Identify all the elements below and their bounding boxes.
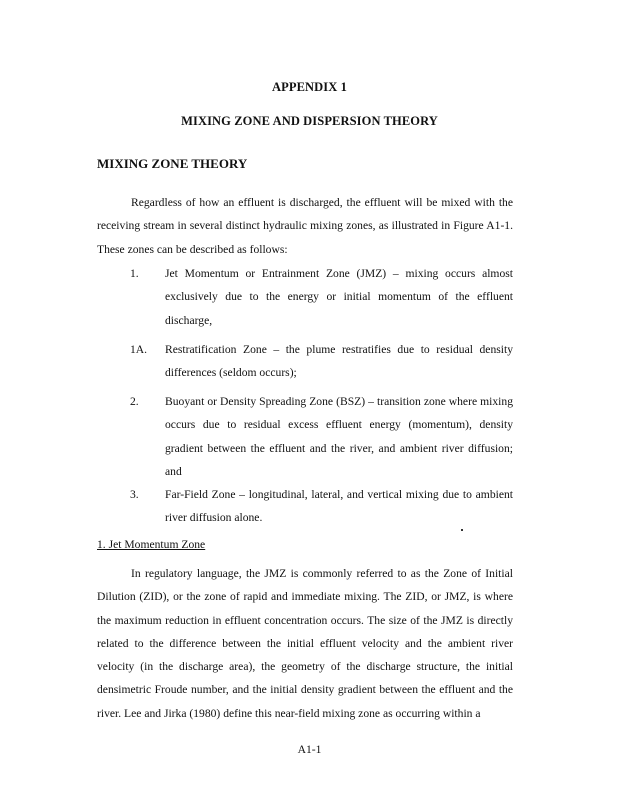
page-number: A1-1 [297,743,322,756]
jet-momentum-paragraph-text: In regulatory language, the JMZ is commonly referred to as the Zone of Initial Dilution (ZID), or the zone of rapid and immediate mixing. The ZID, or JMZ, is where the maximum reduction in effluent concentration occurs. The size of the JMZ is directly related to the difference between the initial effluent velocity and the ambient river velocity (in the discharge area), the geometry of the discharge structure, the initial densimetric Froude number, and the initial density gradient between the effluent and the river. Lee and Jirka (1980) define this near-field mixing zone as occurring within a [97,567,513,720]
zone-text: Buoyant or Density Spreading Zone (BSZ) – transition zone where mixing occurs due to residual excess effluent energy (momentum), density gradient between the effluent and the river, and ambient river diffusion; and [165,395,513,478]
subsection-heading: 1. Jet Momentum Zone [97,538,206,551]
appendix-subtitle: MIXING ZONE AND DISPERSION THEORY [181,114,438,128]
zone-text: Far-Field Zone – longitudinal, lateral, and vertical mixing due to ambient river diffusion alone. [165,488,513,525]
section-heading: MIXING ZONE THEORY [97,156,248,171]
zone-number: 2. [130,395,139,408]
zone-number: 3. [130,488,139,501]
jet-momentum-paragraph [97,562,513,725]
intro-paragraph-text: Regardless of how an effluent is discharged, the effluent will be mixed with the receiving stream in several distinct hydraulic mixing zones, as illustrated in Figure A1-1. These zones can be described as follows: [97,196,513,256]
zone-number: 1A. [130,343,148,356]
zone-text: Jet Momentum or Entrainment Zone (JMZ) – mixing occurs almost exclusively due to the energy or initial momentum of the effluent discharge, [165,267,513,327]
zone-text: Restratification Zone – the plume restratifies due to residual density differences (seldom occurs); [165,343,513,380]
intro-paragraph [97,191,513,261]
appendix-title: APPENDIX 1 [272,80,347,94]
zone-number: 1. [130,267,139,280]
scan-speck [461,529,463,531]
